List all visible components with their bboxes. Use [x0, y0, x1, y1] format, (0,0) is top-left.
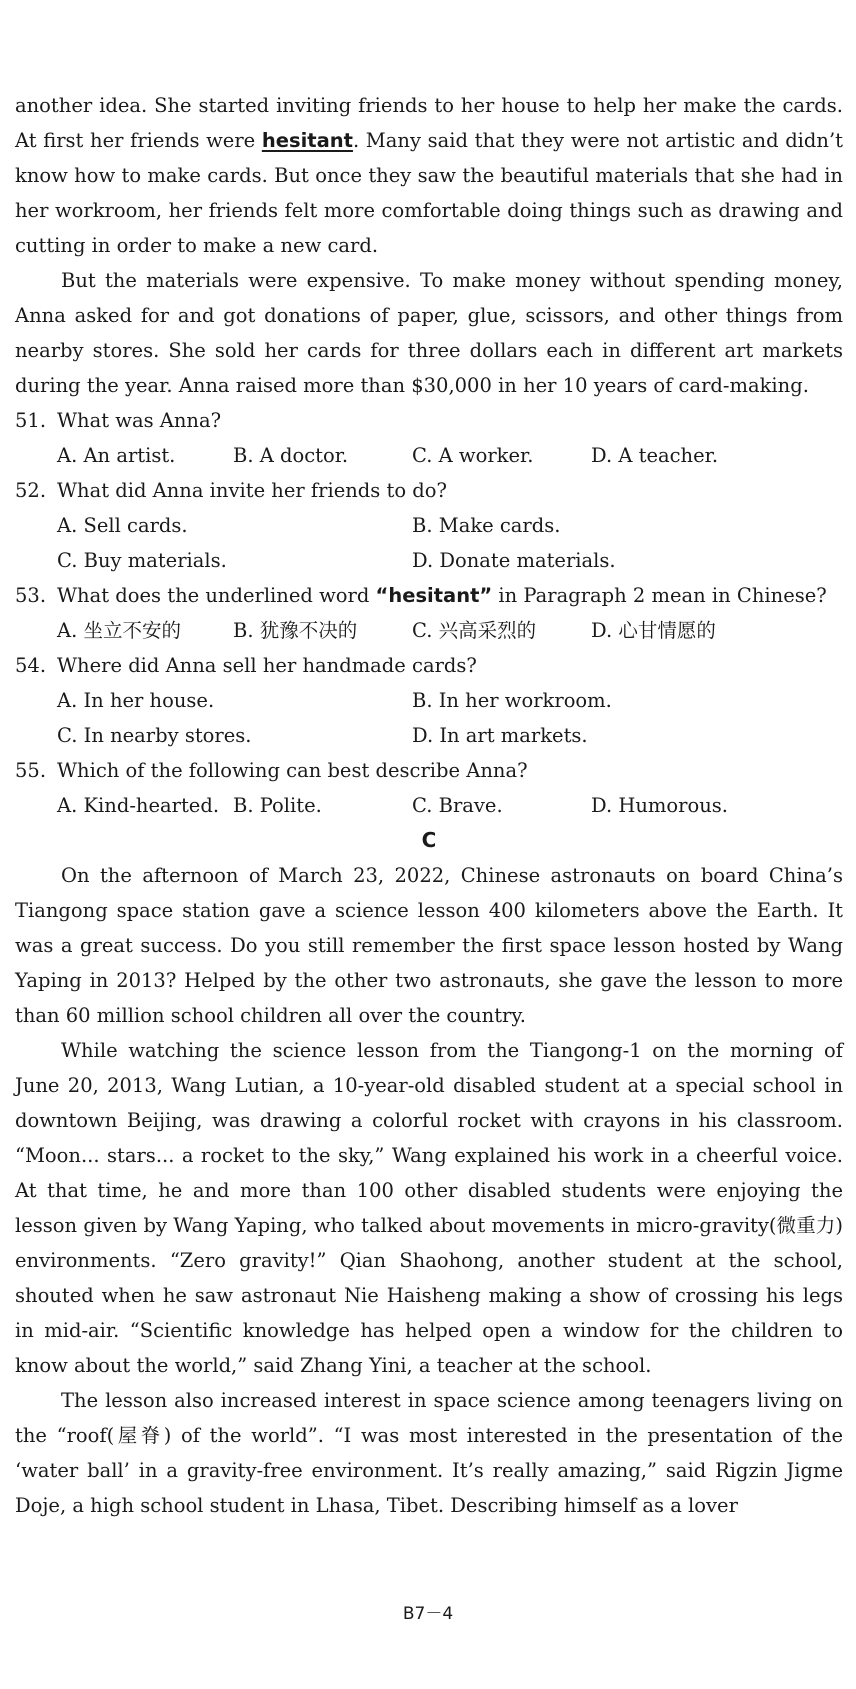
question-number: 51. [15, 409, 47, 432]
option-c[interactable]: C. 兴高采烈的 [412, 619, 537, 642]
passage-b-paragraph-2: But the materials were expensive. To make money without spending money, Anna asked for and got donations of paper, glue, scissors, and other things from nearby stores. She sold her cards for three dollars each in different art markets during the year. Anna raised more than $30,000 in her 10 years of card-making. [15, 269, 843, 397]
option-b[interactable]: B. In her workroom. [412, 689, 612, 712]
passage-c-paragraph-2: While watching the science lesson from the Tiangong-1 on the morning of June 20, 2013, Wang Lutian, a 10-year-old disabled student at a special school in downtown Beijing, was drawing a colorful rocket with crayons in his classroom. “Moon... stars... a rocket to the sky,” Wang explained his work in a cheerful voice. At that time, he and more than 100 other disabled students were enjoying the lesson given by Wang Yaping, who talked about movements in micro-gravity(微重力) environments. “Zero gravity!” Qian Shaohong, another student at the school, shouted when he saw astronaut Nie Haisheng making a show of crossing his legs in mid-air. “Scientific knowledge has helped open a window for the children to know about the world,” said Zhang Yini, a teacher at the school. [15, 1039, 843, 1377]
paragraph-text: another idea. She started inviting friends to her house to help her make the cards. At first her friends were [15, 94, 843, 152]
question-text-part: in Paragraph 2 mean in Chinese? [492, 584, 827, 607]
question-52-options-row-1 [15, 508, 843, 543]
question-55 [15, 753, 843, 788]
passage-b-paragraph-1 [15, 88, 843, 263]
option-d[interactable]: D. In art markets. [412, 724, 588, 747]
option-a[interactable]: A. An artist. [57, 444, 176, 467]
option-a[interactable]: A. 坐立不安的 [57, 619, 181, 642]
question-54-options-row-1 [15, 683, 843, 718]
question-number: 53. [15, 584, 47, 607]
page-number: B7－4 [402, 1604, 454, 1624]
question-54 [15, 648, 843, 683]
option-d[interactable]: D. Donate materials. [412, 549, 616, 572]
question-number: 55. [15, 759, 47, 782]
option-c[interactable]: C. Brave. [412, 794, 503, 817]
option-c[interactable]: C. Buy materials. [57, 549, 227, 572]
option-c[interactable]: C. In nearby stores. [57, 724, 252, 747]
option-d[interactable]: D. 心甘情愿的 [591, 619, 716, 642]
question-text-part: What does the underlined word [57, 584, 376, 607]
question-51 [15, 403, 843, 438]
passage-c-paragraph-3: The lesson also increased interest in space science among teenagers living on the “roof(屋脊) of the world”. “I was most interested in the presentation of the ‘water ball’ in a gravity-free environment. It’s really amazing,” said Rigzin Jigme Doje, a high school student in Lhasa, Tibet. Describing himself as a lover [15, 1389, 843, 1517]
underlined-word-hesitant: hesitant [261, 129, 353, 152]
question-text: What was Anna? [57, 409, 222, 432]
option-a[interactable]: A. Sell cards. [57, 514, 188, 537]
question-number: 54. [15, 654, 47, 677]
section-heading: C [421, 828, 437, 852]
question-text: What did Anna invite her friends to do? [57, 479, 447, 502]
option-a[interactable]: A. In her house. [57, 689, 215, 712]
question-text: Which of the following can best describe Anna? [57, 759, 528, 782]
option-b[interactable]: B. Make cards. [412, 514, 561, 537]
question-53 [15, 578, 843, 613]
question-text [57, 578, 827, 613]
page-content [15, 88, 843, 1523]
option-d[interactable]: D. Humorous. [591, 794, 728, 817]
option-a[interactable]: A. Kind-hearted. [57, 794, 220, 817]
question-53-options [15, 613, 843, 648]
question-51-options [15, 438, 843, 473]
question-52 [15, 473, 843, 508]
option-d[interactable]: D. A teacher. [591, 444, 719, 467]
question-text: Where did Anna sell her handmade cards? [57, 654, 477, 677]
question-54-options-row-2 [15, 718, 843, 753]
option-b[interactable]: B. 犹豫不决的 [233, 619, 358, 642]
option-c[interactable]: C. A worker. [412, 444, 534, 467]
paragraph-text: . Many said that they were not artistic and didn’t know how to make cards. But once they saw the beautiful materials that she had in her workroom, her friends felt more comfortable doing things such as drawing and cutting in order to make a new card. [15, 129, 843, 257]
quoted-word-hesitant: “hesitant” [375, 584, 493, 607]
question-52-options-row-2 [15, 543, 843, 578]
passage-c-paragraph-1: On the afternoon of March 23, 2022, Chinese astronauts on board China’s Tiangong space station gave a science lesson 400 kilometers above the Earth. It was a great success. Do you still remember the first space lesson hosted by Wang Yaping in 2013? Helped by the other two astronauts, she gave the lesson to more than 60 million school children all over the country. [15, 864, 843, 1027]
option-b[interactable]: B. A doctor. [233, 444, 349, 467]
option-b[interactable]: B. Polite. [233, 794, 322, 817]
question-number: 52. [15, 479, 47, 502]
question-55-options [15, 788, 843, 823]
